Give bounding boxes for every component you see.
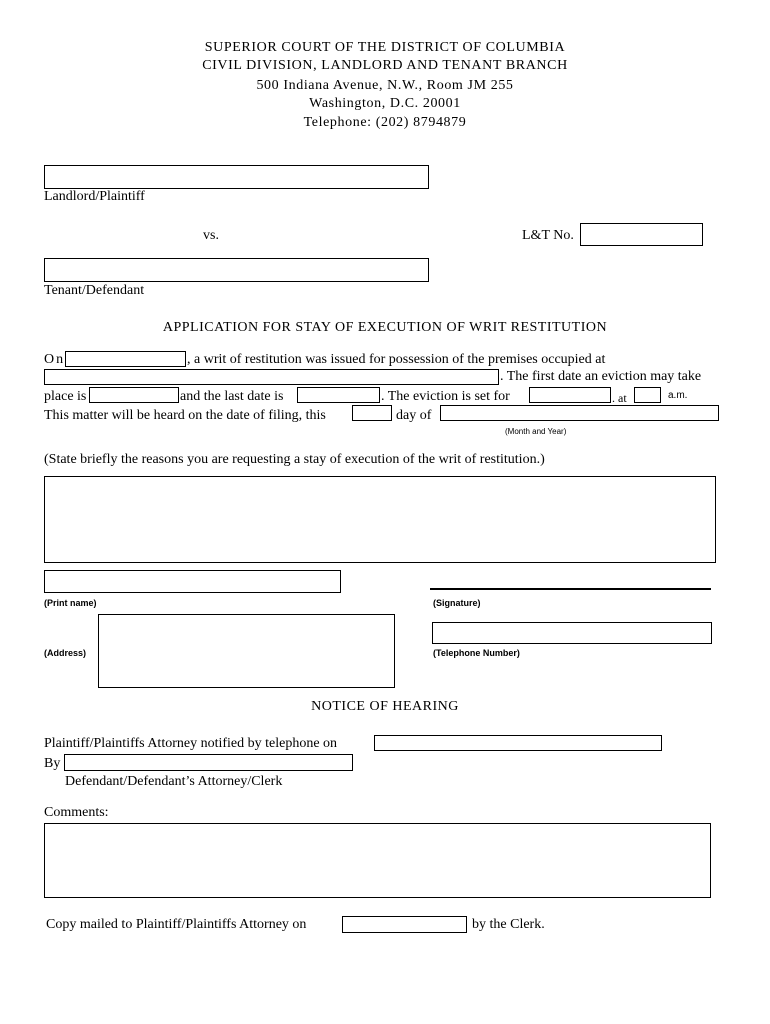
hearing-day-field[interactable] xyxy=(352,405,392,421)
last-date-label: and the last date is xyxy=(180,389,284,404)
lt-number-field[interactable] xyxy=(580,223,703,246)
plaintiff-label: Landlord/Plaintiff xyxy=(44,189,145,204)
copy-mailed-text: Copy mailed to Plaintiff/Plaintiffs Attorney on xyxy=(46,917,307,932)
lt-number-label: L&T No. xyxy=(522,228,574,243)
eviction-set-label: . The eviction is set for xyxy=(381,389,510,404)
last-date-field[interactable] xyxy=(297,387,380,403)
eviction-date-field[interactable] xyxy=(529,387,611,403)
writ-date-field[interactable] xyxy=(65,351,186,367)
place-is-label: place is xyxy=(44,389,87,404)
by-label: By xyxy=(44,756,61,771)
print-name-label: (Print name) xyxy=(44,598,97,608)
address-field[interactable] xyxy=(98,614,395,688)
telephone-label: (Telephone Number) xyxy=(433,648,520,658)
notified-date-field[interactable] xyxy=(374,735,662,751)
reasons-field[interactable] xyxy=(44,476,716,563)
am-label: a.m. xyxy=(668,390,688,401)
division-name: CIVIL DIVISION, LANDLORD AND TENANT BRANCH xyxy=(202,58,568,73)
premises-field[interactable] xyxy=(44,369,499,385)
signature-line[interactable] xyxy=(430,588,711,590)
on-label: On xyxy=(44,352,66,367)
first-date-text: . The first date an eviction may take xyxy=(500,369,702,384)
notified-text: Plaintiff/Plaintiffs Attorney notified by telephone on xyxy=(44,736,338,751)
at-label: . at xyxy=(612,391,627,405)
court-telephone: Telephone: (202) 8794879 xyxy=(303,115,467,130)
copy-mailed-date-field[interactable] xyxy=(342,916,467,933)
day-of-label: day of xyxy=(396,408,432,423)
plaintiff-field[interactable] xyxy=(44,165,429,189)
court-city: Washington, D.C. 20001 xyxy=(309,96,461,111)
application-title: APPLICATION FOR STAY OF EXECUTION OF WRIT RESTITUTION xyxy=(162,320,608,335)
telephone-field[interactable] xyxy=(432,622,712,644)
by-field[interactable] xyxy=(64,754,353,771)
writ-text: , a writ of restitution was issued for possession of the premises occupied at xyxy=(187,352,606,367)
reasons-instruction: (State briefly the reasons you are requesting a stay of execution of the writ of restitution.) xyxy=(44,452,545,467)
comments-label: Comments: xyxy=(44,805,109,820)
clerk-caption: Defendant/Defendant’s Attorney/Clerk xyxy=(65,774,283,789)
by-clerk-text: by the Clerk. xyxy=(472,917,545,932)
vs-label: vs. xyxy=(203,228,219,243)
court-address: 500 Indiana Avenue, N.W., Room JM 255 xyxy=(256,78,514,93)
defendant-field[interactable] xyxy=(44,258,429,282)
print-name-field[interactable] xyxy=(44,570,341,593)
address-label: (Address) xyxy=(44,648,87,658)
heard-text: This matter will be heard on the date of filing, this xyxy=(44,408,326,423)
month-year-field[interactable] xyxy=(440,405,719,421)
month-year-caption: (Month and Year) xyxy=(505,427,567,436)
defendant-label: Tenant/Defendant xyxy=(44,283,145,298)
comments-field[interactable] xyxy=(44,823,711,898)
first-date-field[interactable] xyxy=(89,387,179,403)
signature-label: (Signature) xyxy=(433,598,481,608)
notice-title: NOTICE OF HEARING xyxy=(311,699,459,714)
court-name: SUPERIOR COURT OF THE DISTRICT OF COLUMBIA xyxy=(204,40,566,55)
eviction-time-field[interactable] xyxy=(634,387,661,403)
